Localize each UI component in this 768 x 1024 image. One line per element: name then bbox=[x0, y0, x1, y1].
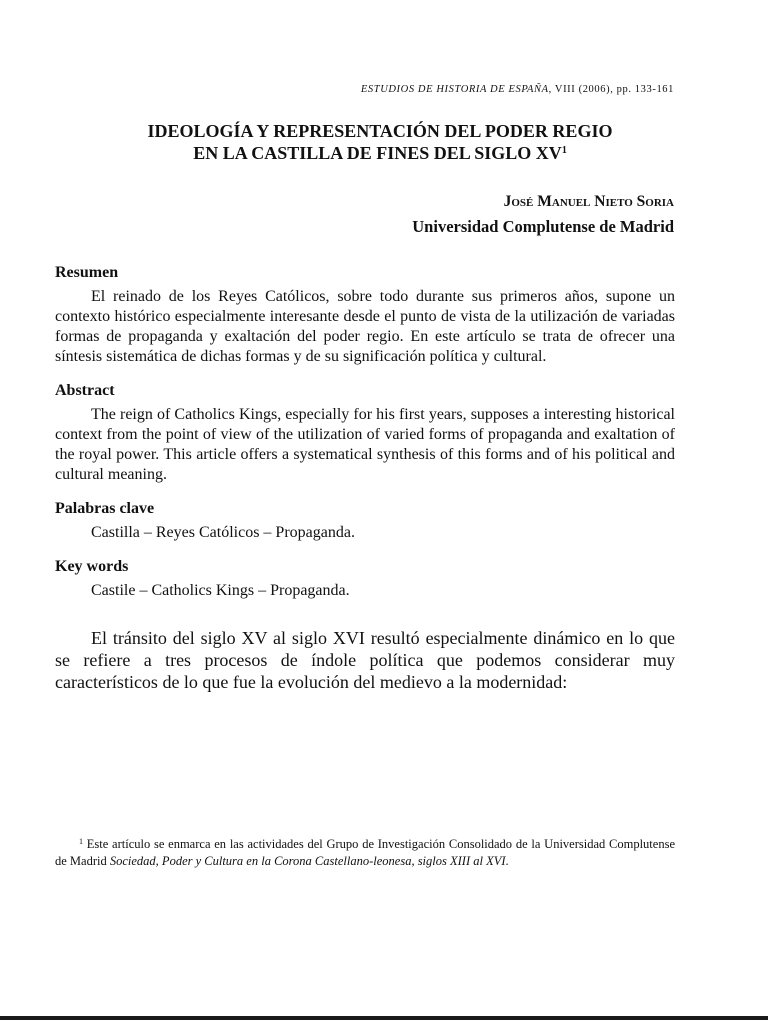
author-affiliation: Universidad Complutense de Madrid bbox=[412, 217, 674, 236]
article-title bbox=[60, 120, 700, 164]
title-line-1: IDEOLOGÍA Y REPRESENTACIÓN DEL PODER REGIO bbox=[147, 121, 613, 141]
abstract-heading: Abstract bbox=[55, 382, 115, 399]
palabras-clave-text: Castilla – Reyes Católicos – Propaganda. bbox=[91, 524, 355, 541]
resumen-heading: Resumen bbox=[55, 264, 119, 281]
author-name: José Manuel Nieto Soria bbox=[503, 193, 674, 210]
footnote-end: . bbox=[505, 854, 509, 868]
title-line-2 bbox=[60, 142, 700, 164]
footnote-mark: 1 bbox=[79, 837, 83, 846]
journal-name: ESTUDIOS DE HISTORIA DE ESPAÑA bbox=[360, 84, 549, 95]
key-words-text: Castile – Catholics Kings – Propaganda. bbox=[91, 582, 350, 599]
resumen-text: El reinado de los Reyes Católicos, sobre todo durante sus primeros años, supone un contexto histórico especialmente interesante desde el punto de vista de la utilización de variadas formas de propaganda y exaltación del poder regio. En este artículo se trata de ofrecer una síntesis sistemática de dichas formas y de su significación política y cultural. bbox=[55, 288, 675, 365]
footnote bbox=[55, 836, 675, 870]
title-footnote-mark[interactable]: 1 bbox=[561, 145, 567, 156]
palabras-clave-heading: Palabras clave bbox=[55, 500, 155, 517]
key-words-heading: Key words bbox=[55, 558, 129, 575]
abstract-text: The reign of Catholics Kings, especially for his first years, supposes a interesting historical context from the point of view of the utilization of varied forms of propaganda and exaltation of the royal power. This article offers a systematical synthesis of this forms and of his political and cultural meaning. bbox=[55, 406, 675, 483]
running-head bbox=[361, 84, 674, 95]
footnote-group-name: Sociedad, Poder y Cultura en la Corona Castellano-leonesa, siglos XIII al XVI bbox=[109, 854, 506, 868]
front-matter bbox=[55, 263, 675, 693]
footnote-text: Este artículo se enmarca en las actividades del Grupo de Investigación Consolidado de la Universidad Complutense de Madrid bbox=[55, 837, 675, 868]
journal-volume: , VIII (2006), pp. 133-161 bbox=[548, 84, 674, 95]
title-line-2-text: EN LA CASTILLA DE FINES DEL SIGLO XV bbox=[193, 143, 562, 163]
body-paragraph: El tránsito del siglo XV al siglo XVI resultó especialmente dinámico en lo que se refiere a tres procesos de índole política que podemos considerar muy característicos de lo que fue la evolución del medievo a la modernidad: bbox=[55, 628, 675, 692]
scan-bottom-edge bbox=[0, 1016, 768, 1020]
